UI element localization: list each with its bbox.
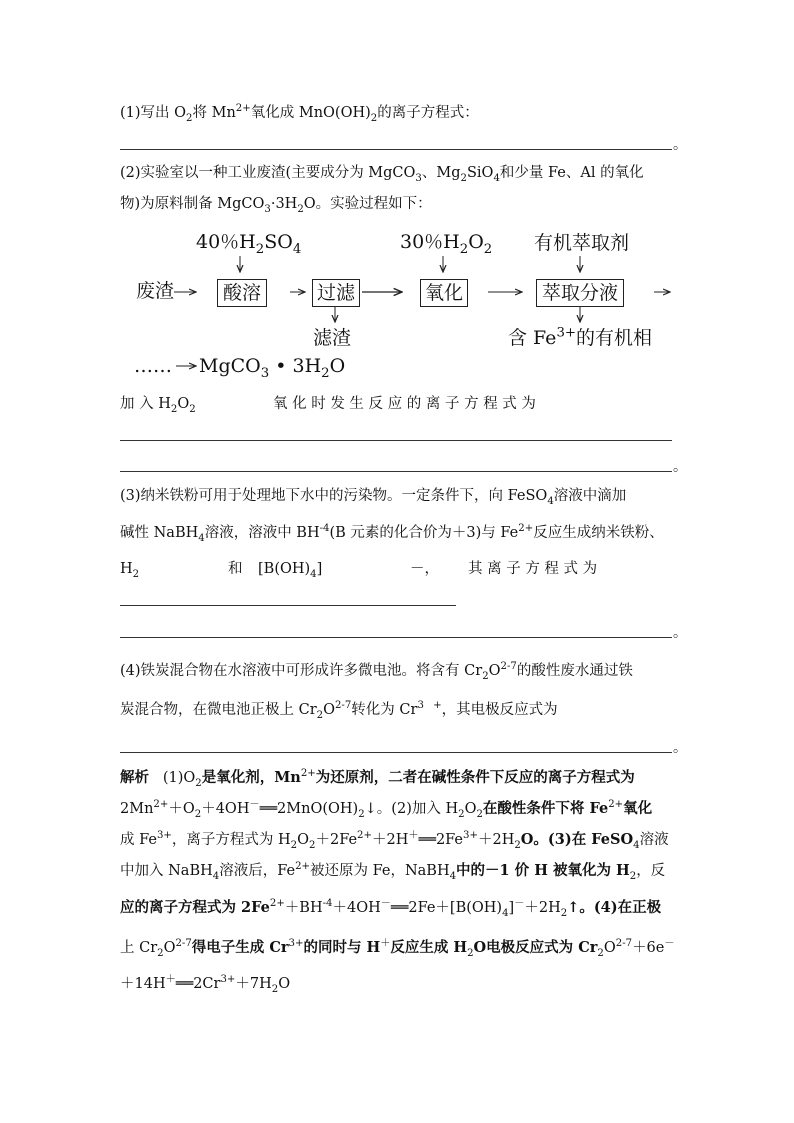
residue: 滤渣: [313, 327, 352, 349]
period: 。: [673, 137, 687, 153]
q4-line2: 炭混合物，在微电池正极上 $Cr_2O^{2-7}$转化为 Cr$^3$ +，其电极反应式为: [120, 700, 558, 721]
organic-phase: 含 $Fe^{3+}$的有机相: [508, 325, 653, 349]
q2-line2: 物)为原料制备 $MgCO_3\cdot 3H_2O$。实验过程如下：: [120, 196, 432, 215]
product: MgCO$_3$ • $3H_2O$: [199, 355, 346, 381]
reagent-h2so4: 40％$H_2SO_4$: [196, 231, 302, 257]
solution-line2: $2Mn^{2+}+O_2+4OH^-══2MnO(OH)_2↓$。(2)加入 $H_2O_2$在酸性条件下将 $Fe^{2+}$氧化: [120, 799, 653, 820]
answer-line[interactable]: [120, 471, 672, 472]
period: 。: [673, 740, 687, 756]
answer-line[interactable]: [120, 605, 456, 606]
q3-boh4: $[B(OH)_4]$: [258, 561, 323, 580]
step-oxidize: 氧化: [420, 279, 468, 307]
solution-line4: 中加入 NaBH$_4$溶液后，$Fe^{2+}$被还原为 Fe，NaBH$_4$中的－1 价 H 被氧化为 $H_2$，反: [120, 861, 666, 882]
q3-ask: 其 离 子 方 程 式 为: [468, 561, 598, 577]
solution-label: 解析: [120, 769, 149, 786]
q2-ask-a: 加 入 $H_2O_2$: [120, 396, 196, 415]
q3-line2: 碱性 NaBH$_4$溶液，溶液中 $BH^{-4}(B$ 元素的化合价为＋3)与 $Fe^{2+}$反应生成纳米铁粉、: [120, 523, 664, 544]
q3-minus: －，: [410, 561, 439, 577]
q2-ask-b: 氧 化 时 发 生 反 应 的 离 子 方 程 式 为: [273, 396, 536, 412]
q1-text: (1)写出 $O_2$将 $Mn^{2+}$氧化成 $MnO(OH)_2$的离子方程式：: [120, 103, 479, 124]
period: 。: [673, 625, 687, 641]
solution-line3: 成 $Fe^{3+}$，离子方程式为 $H_2O_2+2Fe^{2+}+2H^+══2Fe^{3+}+2H_2O$。(3)在 FeSO$_4$溶液: [120, 830, 669, 851]
step-extract: 萃取分液: [536, 279, 624, 307]
reagent-extractant: 有机萃取剂: [534, 232, 630, 254]
ellipsis: ……: [134, 355, 172, 377]
flowchart-arrows: [0, 0, 794, 400]
q3-h2: $H_2$: [120, 561, 140, 580]
step-acid-dissolve: 酸溶: [217, 279, 267, 307]
start-waste: 废渣: [136, 280, 175, 302]
step-filter: 过滤: [312, 279, 360, 307]
solution-line6: 上 $Cr_2O^{2-7}$得电子生成 $Cr^{3+}$的同时与 H＋反应生成 $H_2O$电极反应式为 $Cr_2O^{2-7}+6e^-$: [120, 938, 675, 959]
solution-line1: 解析 $(1)O_2$是氧化剂，$Mn^{2+}$为还原剂，二者在碱性条件下反应的离子方程式为: [120, 768, 635, 789]
answer-line[interactable]: [120, 637, 672, 638]
q3-line1: (3)纳米铁粉可用于处理地下水中的污染物。一定条件下，向 FeSO$_4$溶液中滴加: [120, 488, 627, 507]
solution-line5: 应的离子方程式为 $2Fe^{2+}+BH^{-4}+4OH^-══2Fe+[B(OH)_4]^-+2H_2↑$。(4)在正极: [120, 898, 662, 919]
q3-and: 和: [228, 561, 243, 577]
q4-line1: (4)铁炭混合物在水溶液中可形成许多微电池。将含有 $Cr_2O^{2-7}$的酸性废水通过铁: [120, 661, 633, 682]
period: 。: [673, 459, 687, 475]
answer-line[interactable]: [120, 440, 672, 441]
solution-line7: $+14H^+══2Cr^{3+}+7H_2O$: [120, 974, 291, 995]
q2-line1: (2)实验室以一种工业废渣(主要成分为 MgCO$_3$、$Mg_2SiO_4$和少量 Fe、Al 的氧化: [120, 165, 644, 184]
answer-line[interactable]: [120, 752, 672, 753]
reagent-h2o2: 30％$H_2O_2$: [400, 231, 493, 257]
